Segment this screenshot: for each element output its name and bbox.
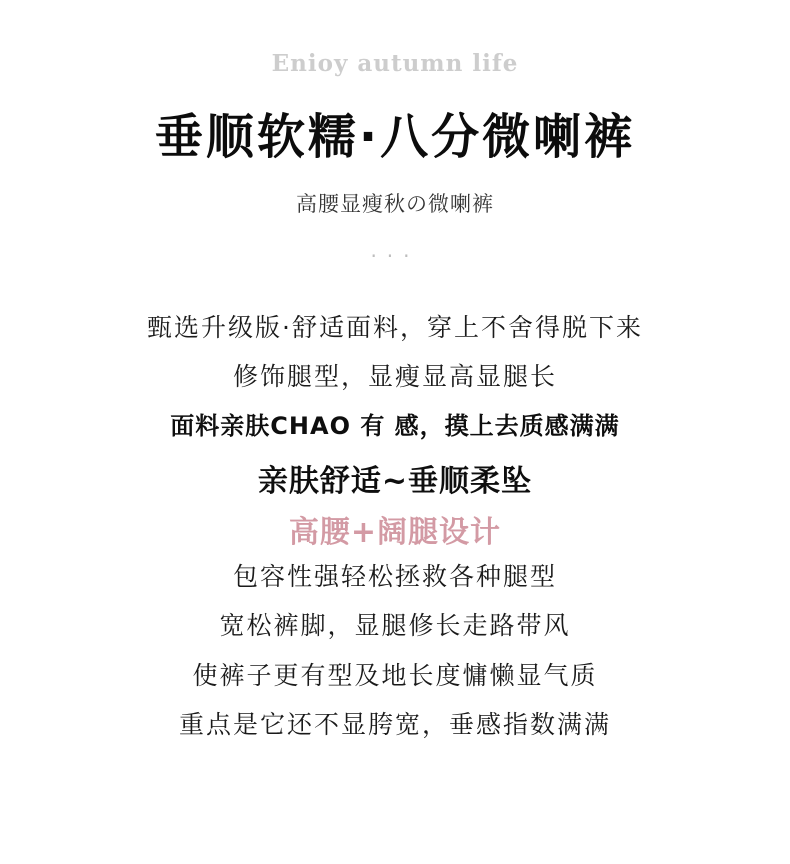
page-title: 垂顺软糯·八分微喇裤: [154, 109, 636, 165]
description-line-6: 包容性强轻松拯救各种腿型: [232, 562, 557, 591]
description-line-3: 面料亲肤CHAO 有 感，摸上去质感满满: [170, 412, 620, 440]
description-line-9: 重点是它还不显胯宽，垂感指数满满: [178, 710, 611, 739]
decorative-dots: ···: [370, 244, 420, 268]
description-line-8: 使裤子更有型及地长度慵懒显气质: [192, 661, 598, 690]
page-subtitle: 高腰显瘦秋の微喇裤: [296, 192, 494, 216]
highlight-line: 高腰+阔腿设计: [288, 515, 502, 550]
description-line-4: 亲肤舒适~垂顺柔坠: [257, 464, 533, 499]
description-line-1: 甄选升级版·舒适面料，穿上不舍得脱下来: [147, 313, 643, 342]
english-tagline: Enioy autumn life: [271, 50, 519, 77]
description-line-2: 修饰腿型，显瘦显高显腿长: [232, 362, 557, 391]
description-line-7: 宽松裤脚，显腿修长走路带风: [219, 611, 571, 640]
